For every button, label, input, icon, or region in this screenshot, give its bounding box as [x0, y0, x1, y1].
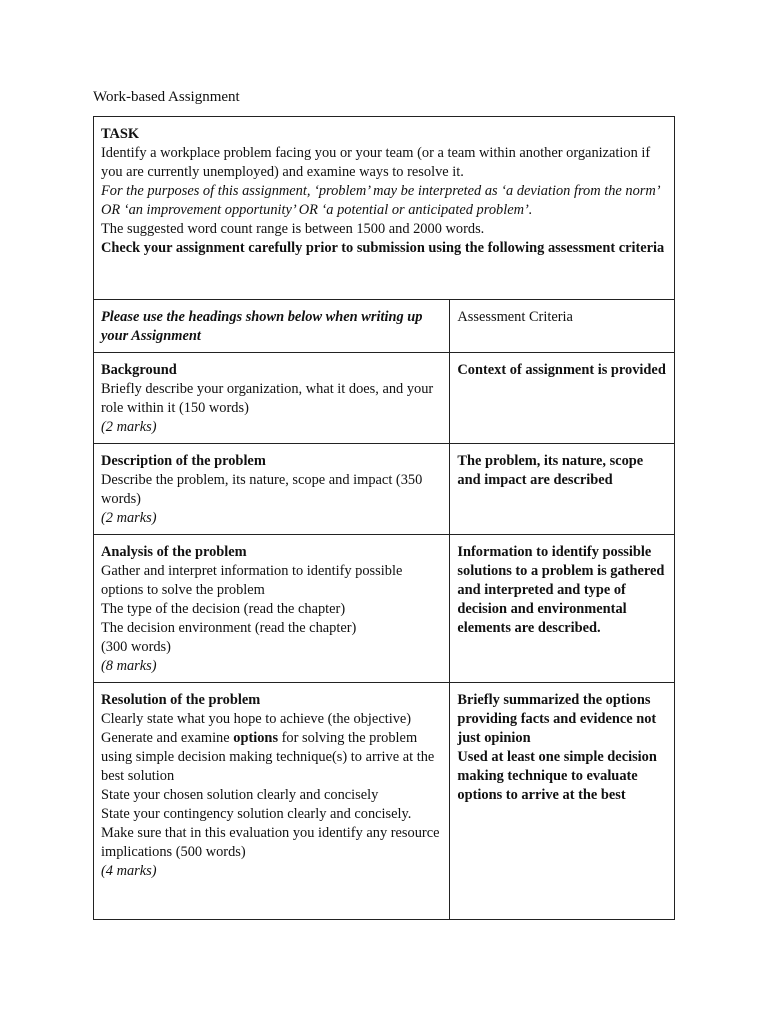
task-row — [94, 117, 675, 300]
criteria-text: Information to identify possible solutions to a problem is gathered and interpreted and type of decision and environmental elements are described. — [457, 544, 665, 636]
criteria-text: Used at least one simple decision making technique to evaluate options to arrive at the best — [457, 749, 657, 803]
section-line: The type of the decision (read the chapter) — [101, 601, 346, 617]
section-line-options — [101, 729, 441, 786]
table-row — [94, 353, 675, 444]
task-check: Check your assignment carefully prior to submission using the following assessment criteria — [101, 240, 665, 256]
section-line: Clearly state what you hope to achieve (the objective) — [101, 711, 412, 727]
section-marks: (2 marks) — [101, 510, 157, 526]
section-line: Make sure that in this evaluation you identify any resource implications (500 words) — [101, 825, 440, 860]
section-cell-resolution — [94, 683, 450, 920]
criteria-text: Briefly summarized the options providing facts and evidence not just opinion — [457, 692, 657, 746]
task-note: For the purposes of this assignment, ‘problem’ may be interpreted as ‘a deviation from the norm’ OR ‘an improvement opportunity’ OR ‘a potential or anticipated problem’. — [101, 183, 659, 218]
criteria-cell — [450, 353, 675, 444]
table-row — [94, 444, 675, 535]
options-pre-text: Generate and examine — [101, 730, 234, 746]
section-marks: (4 marks) — [101, 863, 157, 879]
header-headings-instruction: Please use the headings shown below when writing up your Assignment — [101, 309, 423, 344]
section-line: The decision environment (read the chapter) — [101, 620, 357, 636]
section-title: Analysis of the problem — [101, 544, 247, 560]
header-right-cell — [450, 300, 675, 353]
page-title: Work-based Assignment — [93, 89, 240, 105]
section-cell-description — [94, 444, 450, 535]
section-line: State your contingency solution clearly and concisely. — [101, 806, 412, 822]
section-marks: (2 marks) — [101, 419, 157, 435]
section-line: State your chosen solution clearly and concisely — [101, 787, 379, 803]
task-cell — [94, 117, 675, 300]
section-cell-analysis — [94, 535, 450, 683]
section-marks: (8 marks) — [101, 658, 157, 674]
assignment-table — [93, 116, 675, 920]
criteria-text: The problem, its nature, scope and impact are described — [457, 453, 644, 488]
section-title: Resolution of the problem — [101, 692, 261, 708]
task-title: TASK — [101, 126, 140, 142]
table-row — [94, 535, 675, 683]
section-line: Gather and interpret information to identify possible options to solve the problem — [101, 563, 403, 598]
options-emphasis: options — [233, 730, 279, 746]
table-header-row — [94, 300, 675, 353]
criteria-cell — [450, 444, 675, 535]
task-intro: Identify a workplace problem facing you or your team (or a team within another organization if you are currently unemployed) and examine ways to resolve it. — [101, 145, 651, 180]
task-word-count: The suggested word count range is between 1500 and 2000 words. — [101, 221, 485, 237]
section-line: Describe the problem, its nature, scope and impact (350 words) — [101, 472, 423, 507]
table-row — [94, 683, 675, 920]
header-assessment-criteria: Assessment Criteria — [457, 309, 573, 325]
section-line: Briefly describe your organization, what it does, and your role within it (150 words) — [101, 381, 434, 416]
criteria-cell — [450, 535, 675, 683]
section-title: Description of the problem — [101, 453, 266, 469]
section-cell-background — [94, 353, 450, 444]
section-title: Background — [101, 362, 177, 378]
options-post-text: for solving the problem using simple decision making technique(s) to arrive at the best solution — [101, 730, 435, 784]
header-left-cell — [94, 300, 450, 353]
criteria-cell — [450, 683, 675, 920]
section-line: (300 words) — [101, 639, 171, 655]
criteria-text: Context of assignment is provided — [457, 362, 666, 378]
